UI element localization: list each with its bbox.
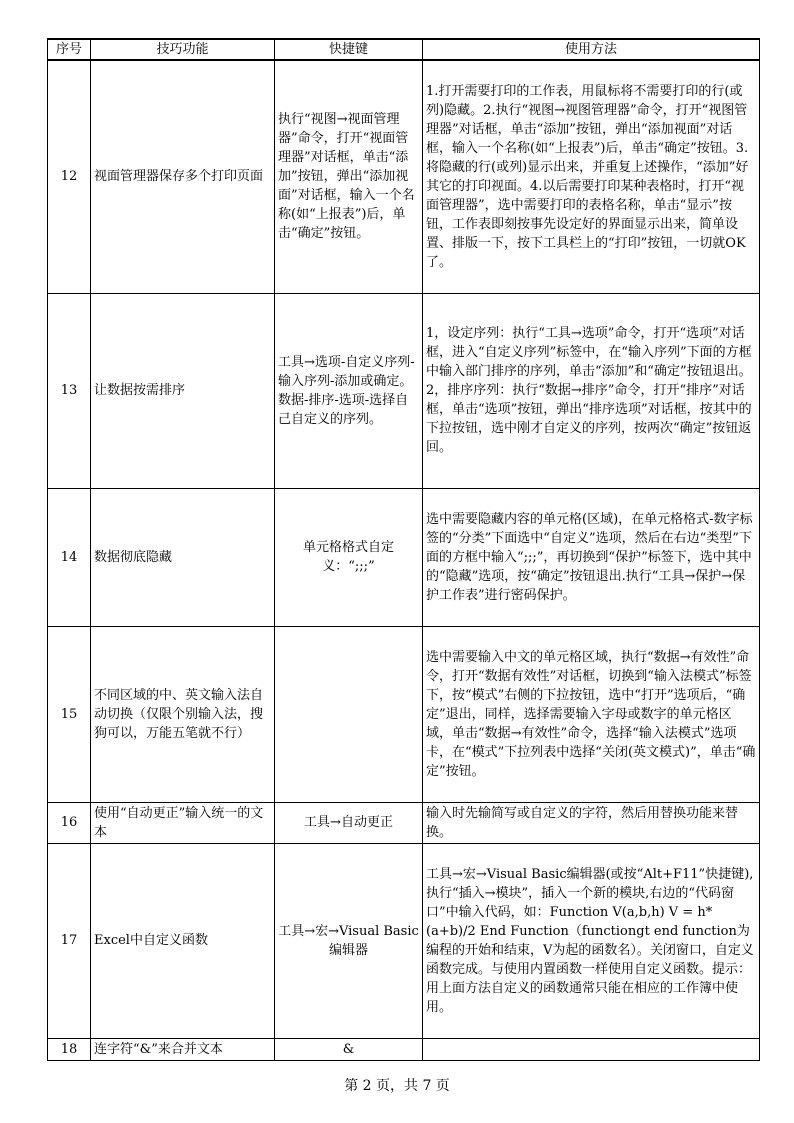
row-shortcut: 工具→选项-自定义序列-输入序列-添加或确定。数据-排序-选项-选择自己自定义的序列。 — [275, 293, 423, 488]
row-feature: Excel中自定义函数 — [91, 843, 275, 1038]
header-shortcut: 快捷键 — [275, 39, 423, 60]
table-row — [48, 1038, 760, 1060]
row-usage: 输入时先输简写或自定义的字符，然后用替换功能来替换。 — [423, 802, 760, 843]
row-num: 13 — [48, 293, 91, 488]
row-num: 15 — [48, 626, 91, 802]
table-row — [48, 843, 760, 1038]
header-feature: 技巧功能 — [91, 39, 275, 60]
row-feature: 连字符“&”来合并文本 — [91, 1038, 275, 1060]
row-shortcut: 工具→宏→Visual Basic编辑器 — [275, 843, 423, 1038]
row-shortcut: 工具→自动更正 — [275, 802, 423, 843]
row-feature: 不同区域的中、英文输入法自动切换（仅限个别输入法，搜狗可以，万能五笔就不行） — [91, 626, 275, 802]
header-num: 序号 — [48, 39, 91, 60]
page-footer: 第 2 页，共 7 页 — [344, 1078, 450, 1094]
row-feature: 让数据按需排序 — [91, 293, 275, 488]
row-num: 12 — [48, 60, 91, 293]
table-row — [48, 626, 760, 802]
table-row — [48, 488, 760, 626]
row-num: 14 — [48, 488, 91, 626]
row-feature: 使用“自动更正”输入统一的文本 — [91, 802, 275, 843]
table-row — [48, 802, 760, 843]
row-usage: 选中需要输入中文的单元格区域，执行“数据→有效性”命令，打开“数据有效性”对话框，切换到“输入法模式”标签下，按“模式”右侧的下拉按钮，选中“打开”选项后，“确定”退出，同样，选择需要输入字母或数字的单元格区域，单击“数据→有效性”命令，选择“输入法模式”选项卡，在“模式”下拉列表中选择“关闭(英文模式)”，单击“确定”按钮。 — [423, 626, 760, 802]
row-shortcut — [275, 626, 423, 802]
tips-table — [47, 38, 760, 1061]
row-shortcut: & — [275, 1038, 423, 1060]
row-num: 17 — [48, 843, 91, 1038]
row-usage: 1.打开需要打印的工作表，用鼠标将不需要打印的行(或列)隐藏。2.执行“视图→视图管理器”命令，打开“视图管理器”对话框，单击“添加”按钮，弹出“添加视面”对话框，输入一个名称(如“上报表”)后，单击“确定”按钮。3.将隐藏的行(或列)显示出来，并重复上述操作，“添加”好其它的打印视面。4.以后需要打印某种表格时，打开“视面管理器”，选中需要打印的表格名称，单击“显示”按钮，工作表即刻按事先设定好的界面显示出来，简单设置、排版一下，按下工具栏上的“打印”按钮，一切就OK了。 — [423, 60, 760, 293]
row-feature: 视面管理器保存多个打印页面 — [91, 60, 275, 293]
row-feature: 数据彻底隐藏 — [91, 488, 275, 626]
row-num: 18 — [48, 1038, 91, 1060]
row-num: 16 — [48, 802, 91, 843]
row-usage: 选中需要隐藏内容的单元格(区域)，在单元格格式-数字标签的“分类”下面选中“自定义”选项，然后在右边“类型”下面的方框中输入“;;;”，再切换到“保护”标签下，选中其中的“隐藏”选项，按“确定”按钮退出.执行“工具→保护→保护工作表”进行密码保护。 — [423, 488, 760, 626]
row-shortcut: 单元格格式自定义：“;;;” — [275, 488, 423, 626]
header-usage: 使用方法 — [423, 39, 760, 60]
table-row — [48, 293, 760, 488]
row-usage — [423, 1038, 760, 1060]
table-row — [48, 60, 760, 293]
row-shortcut: 执行“视图→视面管理器”命令，打开“视面管理器”对话框，单击“添加”按钮，弹出“添加视面”对话框，输入一个名称(如“上报表”)后，单击“确定”按钮。 — [275, 60, 423, 293]
row-usage: 工具→宏→Visual Basic编辑器(或按“Alt+F11”快捷键),执行“插入→模块”，插入一个新的模块,右边的“代码窗口”中输入代码，如：Function V(a,b,h) V = h*(a+b)/2 End Function（functiongt end function为编程的开始和结束，V为起的函数名）。关闭窗口，自定义函数完成。与使用内置函数一样使用自定义函数。提示：用上面方法自定义的函数通常只能在相应的工作簿中使用。 — [423, 843, 760, 1038]
table-header-row — [48, 39, 760, 60]
row-usage: 1，设定序列：执行“工具→选项”命令，打开“选项”对话框，进入“自定义序列”标签中，在“输入序列”下面的方框中输入部门排序的序列，单击“添加”和“确定”按钮退出。2，排序序列：执行“数据→排序”命令，打开“排序”对话框，单击“选项”按钮，弹出“排序选项”对话框，按其中的下拉按钮，选中刚才自定义的序列，按两次“确定”按钮返回。 — [423, 293, 760, 488]
